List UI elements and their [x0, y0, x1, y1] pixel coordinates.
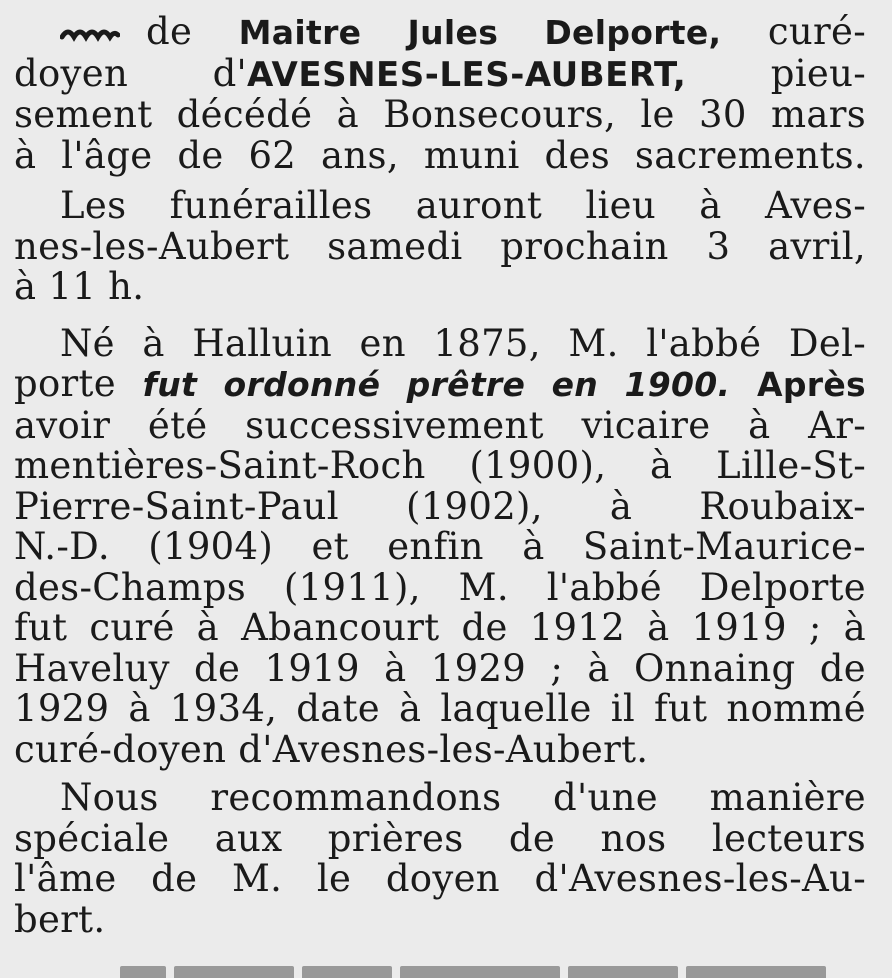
text-line: Les funérailles auront lieu à Aves- — [60, 184, 866, 227]
text-segment: Après — [757, 365, 866, 404]
paragraph-announcement — [14, 12, 866, 176]
text-segment: porte — [14, 362, 116, 405]
text-line: curé-doyen d'Avesnes-les-Aubert. — [14, 727, 649, 771]
text-line: Né à Halluin en 1875, M. l'abbé Del- — [60, 321, 866, 365]
ornament-mark-icon — [60, 23, 120, 47]
text-segment: doyen d' — [14, 51, 248, 95]
text-line: 1929 à 1934, date à laquelle il fut nommé — [14, 687, 866, 730]
text-line — [14, 51, 866, 96]
text-line: mentières-Saint-Roch (1900), à Lille-St- — [14, 444, 866, 487]
ordination-phrase: fut ordonné prêtre en 1900. — [142, 365, 731, 404]
deceased-name: Maitre Jules Delporte, — [238, 13, 722, 52]
text-line: spéciale aux prières de nos lecteurs — [14, 816, 866, 860]
text-line: N.-D. (1904) et enfin à Saint-Maurice- — [14, 525, 866, 568]
obituary-article — [14, 12, 866, 940]
paragraph-funeral — [14, 186, 866, 308]
text-line: Haveluy de 1919 à 1929 ; à Onnaing de — [14, 646, 866, 690]
text-segment: de — [146, 10, 193, 53]
text-line: avoir été successivement vicaire à Ar- — [14, 403, 866, 447]
text-segment: curé- — [767, 10, 867, 53]
paragraph-prayer — [14, 778, 866, 940]
text-line — [14, 12, 866, 54]
text-line: des-Champs (1911), M. l'abbé Delporte — [14, 565, 866, 609]
text-line: nes-les-Aubert samedi prochain 3 avril, — [14, 224, 866, 268]
text-line — [14, 364, 866, 406]
text-line: fut curé à Abancourt de 1912 à 1919 ; à — [14, 606, 866, 649]
paragraph-biography — [14, 321, 866, 771]
text-line: bert. — [14, 897, 106, 941]
text-line: Pierre-Saint-Paul (1902), à Roubaix- — [14, 484, 866, 528]
text-segment: pieu- — [770, 51, 866, 95]
text-line: l'âme de M. le doyen d'Avesnes-les-Au- — [14, 857, 866, 900]
text-line: sement décédé à Bonsecours, le 30 mars — [14, 93, 866, 136]
parish-name: AVESNES-LES-AUBERT, — [247, 54, 687, 95]
cropped-next-line — [120, 966, 880, 978]
text-line: Nous recommandons d'une manière — [60, 776, 866, 819]
text-line: à l'âge de 62 ans, muni des sacrements. — [14, 133, 866, 177]
text-line: à 11 h. — [14, 265, 145, 308]
